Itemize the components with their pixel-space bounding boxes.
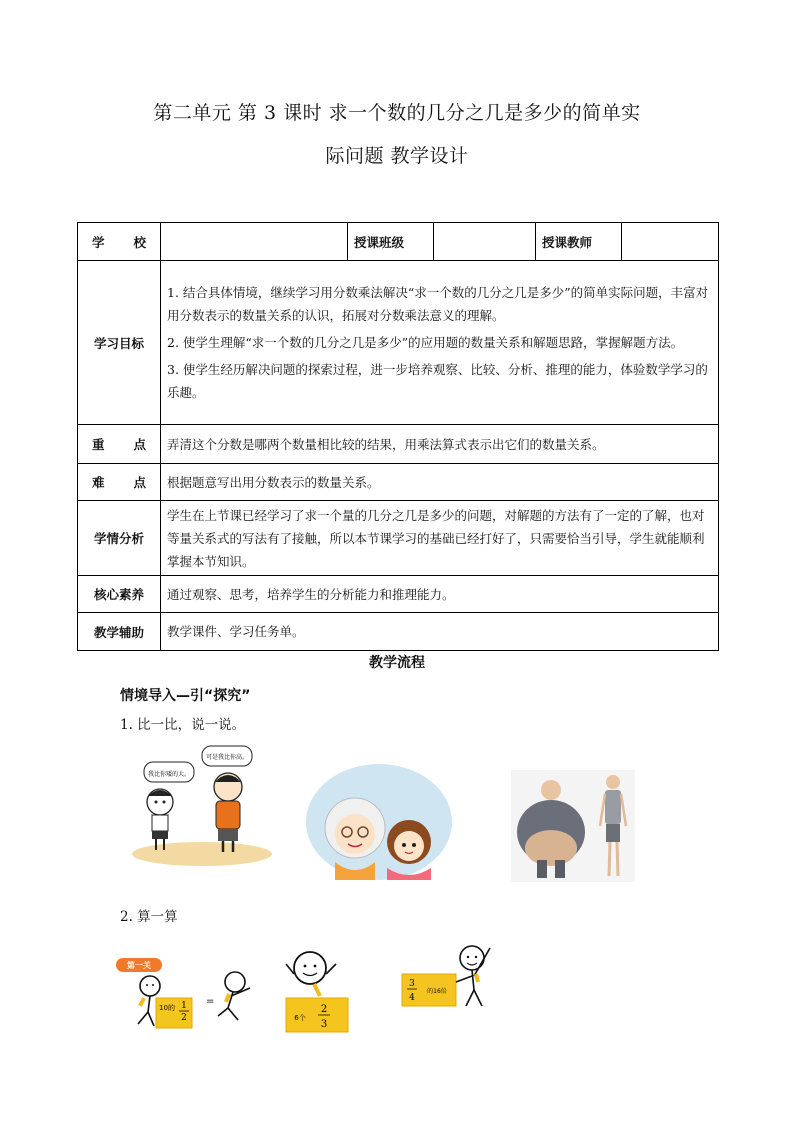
card3-denominator: 4 — [409, 993, 415, 1003]
level-badge: 第一关 — [127, 961, 151, 970]
teacher-label: 授课教师 — [536, 223, 622, 261]
analysis-value: 学生在上节课已经学习了求一个量的几分之几是多少的问题，对解题的方法有了一定的了解，也对等量关系式的写法有了接触，所以本节课学习的基础已经打好了，只需要恰当引导，学生就能顺利掌握本节知识。 — [161, 501, 719, 576]
table-row — [78, 223, 719, 261]
card2-denominator: 3 — [320, 1019, 328, 1030]
fraction-cards-illustration — [110, 940, 500, 1036]
literacy-label: 核心素养 — [78, 576, 161, 613]
card2-prefix: 6个 — [294, 1014, 306, 1022]
table-row — [78, 464, 719, 501]
aids-value: 教学课件、学习任务单。 — [161, 613, 719, 651]
key-point-value: 弄清这个分数是哪两个数量相比较的结果，用乘法算式表示出它们的数量关系。 — [161, 425, 719, 464]
card3-numerator: 3 — [409, 979, 415, 989]
objectives-label: 学习目标 — [78, 261, 161, 425]
aids-label: 教学辅助 — [78, 613, 161, 651]
card2-numerator: 2 — [320, 1004, 328, 1015]
fat-thin-men-illustration — [511, 770, 635, 882]
objective-item: 1. 结合具体情境，继续学习用分数乘法解决“求一个数的几分之几是多少”的简单实际问题，丰富对用分数表示的数量关系的认识，拓展对分数乘法意义的理解。 — [167, 285, 709, 323]
lesson-info-table — [77, 222, 719, 651]
analysis-label: 学情分析 — [78, 501, 161, 576]
teaching-flow-heading: 教学流程 — [369, 655, 425, 671]
document-title-line2: 际问题 教学设计 — [325, 145, 469, 167]
objectives-cell — [161, 261, 719, 425]
difficulty-value: 根据题意写出用分数表示的数量关系。 — [161, 464, 719, 501]
intro-section-heading: 情境导入—引“探究” — [120, 688, 251, 704]
literacy-value: 通过观察、思考，培养学生的分析能力和推理能力。 — [161, 576, 719, 613]
speech-bubble-right: 可是我比你高。 — [205, 754, 249, 761]
grandma-girl-illustration — [305, 762, 453, 882]
table-row — [78, 576, 719, 613]
svg-text:=: = — [206, 996, 215, 1007]
cartoon-boys-illustration — [130, 742, 275, 870]
class-label: 授课班级 — [348, 223, 434, 261]
speech-bubble-left: 我比你矮的大。 — [147, 771, 191, 778]
document-title-line1: 第二单元 第 3 课时 求一个数的几分之几是多少的简单实 — [153, 102, 641, 124]
table-row — [78, 425, 719, 464]
table-row — [78, 261, 719, 425]
table-row — [78, 613, 719, 651]
objective-item: 3. 使学生经历解决问题的探索过程，进一步培养观察、比较、分析、推理的能力，体验数学学习的乐趣。 — [167, 362, 708, 400]
objective-item: 2. 使学生理解“求一个数的几分之几是多少”的应用题的数量关系和解题思路，掌握解题方法。 — [167, 335, 684, 350]
school-value — [161, 223, 348, 261]
card1-denominator: 2 — [181, 1013, 187, 1023]
key-point-label: 重 点 — [78, 425, 161, 464]
school-label: 学 校 — [78, 223, 161, 261]
compare-task-label: 1. 比一比，说一说。 — [120, 717, 246, 733]
table-row — [78, 501, 719, 576]
calculate-task-label: 2. 算一算 — [120, 909, 178, 925]
card1-prefix: 10的 — [159, 1004, 175, 1012]
teacher-value — [622, 223, 719, 261]
difficulty-label: 难 点 — [78, 464, 161, 501]
card1-numerator: 1 — [181, 1001, 187, 1011]
class-value — [434, 223, 536, 261]
card3-suffix: 的16倍 — [427, 988, 447, 995]
